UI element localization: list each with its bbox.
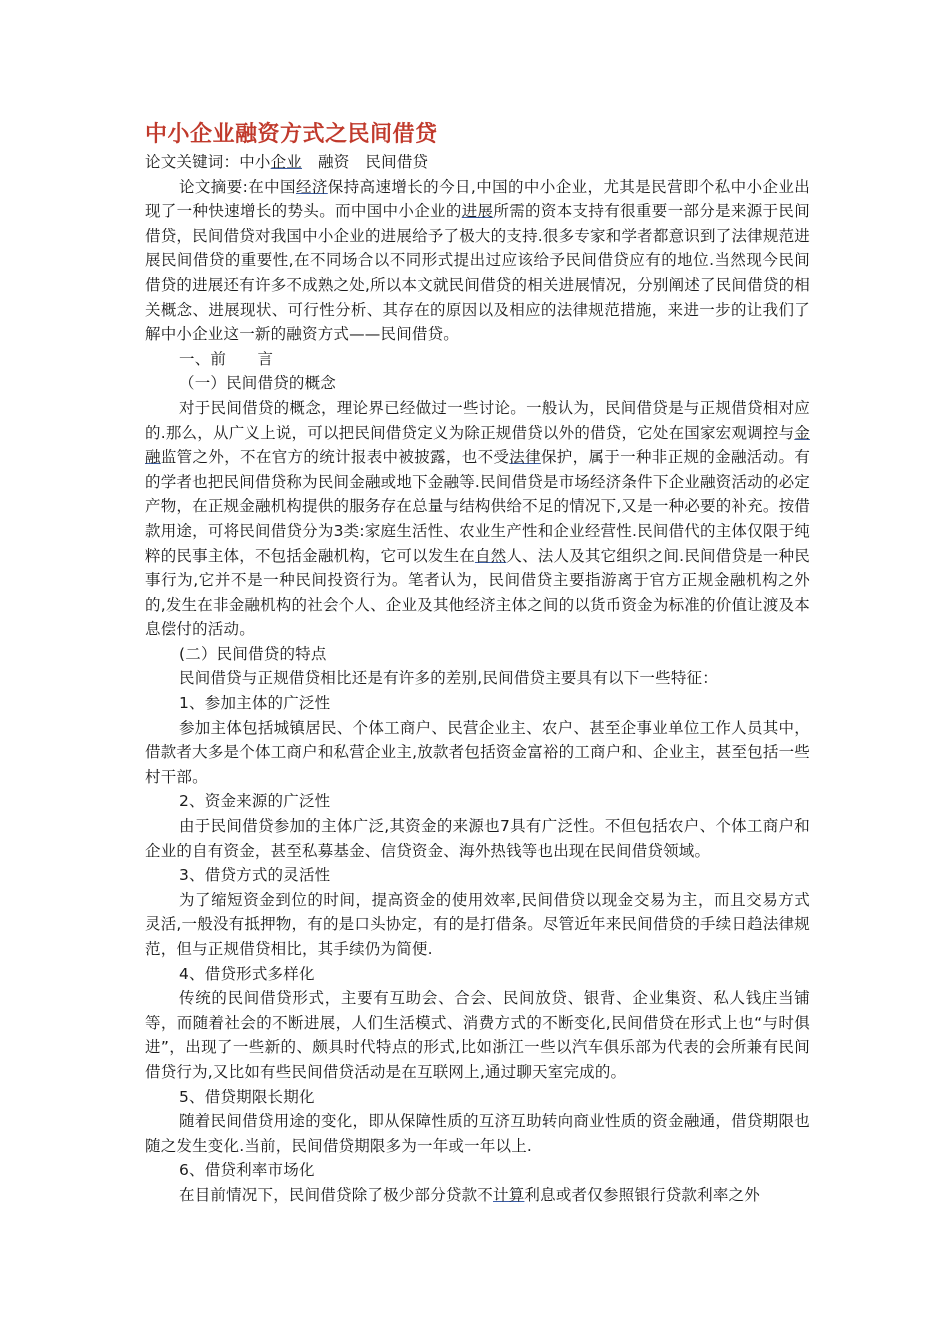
feature-5-text: 随着民间借贷用途的变化，即从保障性质的互济互助转向商业性质的资金融通，借贷期限也随之发生变化.当前，民间借贷期限多为一年或一年以上.: [145, 1112, 810, 1155]
feature-6-title: 6、借贷利率市场化: [179, 1161, 315, 1180]
subsection-heading-features: (二）民间借贷的特点: [179, 644, 327, 663]
document-page: [145, 120, 810, 1208]
feature-1-text: 参加主体包括城镇居民、个体工商户、民营企业主、农户、甚至企事业单位工作人员其中，借款者大多是个体工商户和私营企业主,放款者包括资金富裕的工商户和、企业主，甚至包括一些村干部。: [145, 718, 810, 786]
keyword-private-lending: 民间借贷: [365, 153, 429, 171]
feature-6-text: 在目前情况下，民间借贷除了极少部分贷款不计算利息或者仅参照银行贷款利率之外: [179, 1185, 760, 1204]
concept-paragraph: 对于民间借贷的概念，理论界已经做过一些讨论。一般认为，民间借贷是与正规借贷相对应的.那么，从广义上说，可以把民间借贷定义为除正规借贷以外的借贷，它处在国家宏观调控与金融监管之外，不在官方的统计报表中被披露，也不受法律保护，属于一种非正规的金融活动。有的学者也把民间借贷称为民间金融或地下金融等.民间借贷是市场经济条件下企业融资活动的必定产物，在正规金融机构提供的服务存在总量与结构供给不足的情况下,又是一种必要的补充。按借款用途，可将民间借贷分为3类:家庭生活性、农业生产性和企业经营性.民间借代的主体仅限于纯粹的民事主体，不包括金融机构，它可以发生在自然人、法人及其它组织之间.民间借贷是一种民事行为,它并不是一种民间投资行为。笔者认为，民间借贷主要指游离于官方正规金融机构之外的,发生在非金融机构的社会个人、企业及其他经济主体之间的以货币资金为标准的价值让渡及本息偿付的活动。: [145, 398, 811, 639]
feature-3-title: 3、借贷方式的灵活性: [179, 866, 331, 885]
link-calculate[interactable]: 计算: [493, 1185, 525, 1204]
feature-1-title: 1、参加主体的广泛性: [179, 694, 331, 713]
subsection-heading-concept: （一）民间借贷的概念: [179, 374, 337, 393]
keywords-label: 论文关键词：中小: [145, 153, 271, 171]
link-economy[interactable]: 经济: [295, 177, 328, 196]
feature-3-text: 为了缩短资金到位的时间，提高资金的使用效率,民间借贷以现金交易为主，而且交易方式灵活,一般没有抵押物，有的是口头协定，有的是打借条。尽管近年来民间借贷的手续日趋法律规范，但与正规借贷相比，其手续仍为简便.: [145, 890, 810, 958]
document-title: 中小企业融资方式之民间借贷: [145, 122, 438, 147]
link-law[interactable]: 法律: [509, 448, 541, 467]
link-development[interactable]: 进展: [461, 202, 494, 221]
keywords-line: [145, 150, 810, 175]
link-finance[interactable]: 金融: [145, 423, 810, 467]
keyword-financing: 融资: [318, 153, 350, 171]
features-intro: 民间借贷与正规借贷相比还是有许多的差别,民间借贷主要具有以下一些特征：: [179, 669, 718, 688]
link-natural[interactable]: 自然: [474, 546, 507, 565]
feature-4-title: 4、借贷形式多样化: [179, 964, 315, 983]
feature-2-title: 2、资金来源的广泛性: [179, 792, 331, 811]
feature-2-text: 由于民间借贷参加的主体广泛,其资金的来源也7具有广泛性。不但包括农户、个体工商户和企业的自有资金，甚至私募基金、信贷资金、海外热钱等也出现在民间借贷领域。: [145, 817, 810, 860]
keyword-link-enterprise[interactable]: 企业: [270, 153, 303, 171]
section-heading-preface: 一、前 言: [179, 349, 274, 368]
abstract-paragraph: 论文摘要:在中国经济保持高速增长的今日,中国的中小企业，尤其是民营即个私中小企业出现了一种快速增长的势头。而中国中小企业的进展所需的资本支持有很重要一部分是来源于民间借贷，民间借贷对我国中小企业的进展给予了极大的支持.很多专家和学者都意识到了法律规范进展民间借贷的重要性,在不同场合以不同形式提出过应该给予民间借贷应有的地位.当然现今民间借贷的进展还有许多不成熟之处,所以本文就民间借贷的相关进展情况，分别阐述了民间借贷的相关概念、进展现状、可行性分析、其存在的原因以及相应的法律规范措施，来进一步的让我们了解中小企业这一新的融资方式——民间借贷。: [145, 177, 810, 344]
feature-4-text: 传统的民间借贷形式，主要有互助会、合会、民间放贷、银背、企业集资、私人钱庄当铺等，而随着社会的不断进展，人们生活模式、消费方式的不断变化,民间借贷在形式上也“与时俱进”，出现了一些新的、颇具时代特点的形式,比如浙江一些以汽车俱乐部为代表的会所兼有民间借贷行为,又比如有些民间借贷活动是在互联网上,通过聊天室完成的。: [145, 989, 810, 1081]
feature-5-title: 5、借贷期限长期化: [179, 1087, 315, 1106]
